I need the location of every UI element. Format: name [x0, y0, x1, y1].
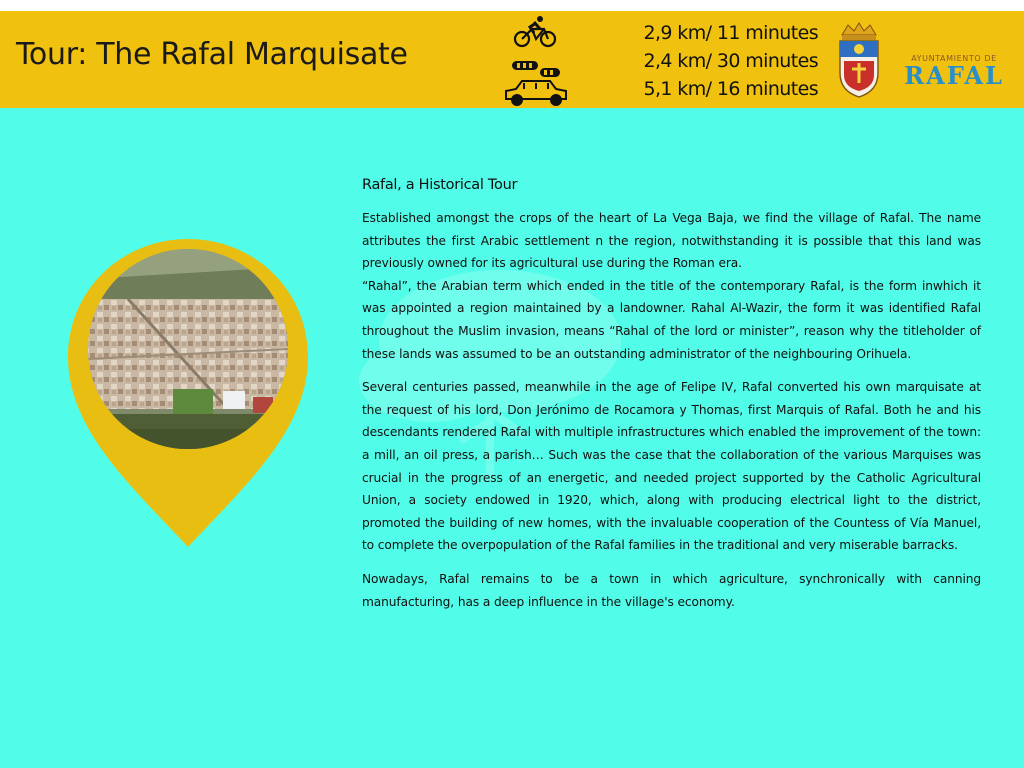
bicycle-icon — [515, 16, 555, 46]
council-name-line2: RAFAL — [904, 61, 1004, 90]
page-title: Tour: The Rafal Marquisate — [16, 37, 408, 72]
route-car: 5,1 km/ 16 minutes — [643, 78, 818, 100]
header-banner — [0, 11, 1024, 108]
route-list — [606, 19, 818, 103]
article-paragraph: Nowadays, Rafal remains to be a town in which agriculture, synchronically with canning manufacturing, has a deep influence in the village's economy. — [362, 571, 981, 609]
article — [362, 176, 981, 613]
article-paragraph: Several centuries passed, meanwhile in the age of Felipe IV, Rafal converted his own marquisate at the request of his lord, Don Jerónimo de Rocamora y Thomas, first Marquis of Rafal. Both he and his descendants rendered Rafal with multiple infrastructures which enabled the improvement of the town: a mill, an oil press, a parish… Such was the case that the collaboration of the various Marquises was crucial in the progress of an energetic, and needed project supported by the Catholic Agricultural Union, a society endowed in 1920, which, along with producing electrical light to the district, promoted the building of new homes, with the invaluable cooperation of the Countess of Vía Manuel, to complete the overpopulation of the Rafal families in the traditional and very miserable barracks. — [362, 380, 981, 553]
footprints-icon — [512, 61, 560, 77]
aerial-photo-pin — [68, 239, 308, 549]
article-heading: Rafal, a Historical Tour — [362, 177, 518, 193]
council-name-line1: AYUNTAMIENTO DE — [911, 54, 997, 63]
council-logo — [898, 54, 1010, 89]
route-bike: 2,9 km/ 11 minutes — [643, 22, 818, 44]
route-walk: 2,4 km/ 30 minutes — [643, 50, 818, 72]
car-icon — [506, 81, 566, 105]
coat-of-arms-icon — [834, 21, 884, 101]
route-icons — [500, 13, 572, 107]
brochure-page — [0, 11, 1024, 768]
article-paragraph: “Rahal”, the Arabian term which ended in the title of the contemporary Rafal, is the form inwhich it was appointed a region maintained by a landowner. Rahal Al-Wazir, the form it was identified Rafal throughout the Muslim invasion, means “Rahal of the lord or minister”, reason why the titleholder of these lands was assumed to be an outstanding administrator of the neighbouring Orihuela. — [362, 278, 981, 361]
article-paragraph: Established amongst the crops of the heart of La Vega Baja, we find the village of Rafal. The name attributes the first Arabic settlement n the region, notwithstanding it is possible that this land was previously owned for its agricultural use during the Roman era. — [362, 211, 981, 271]
aerial-photo — [88, 249, 288, 449]
